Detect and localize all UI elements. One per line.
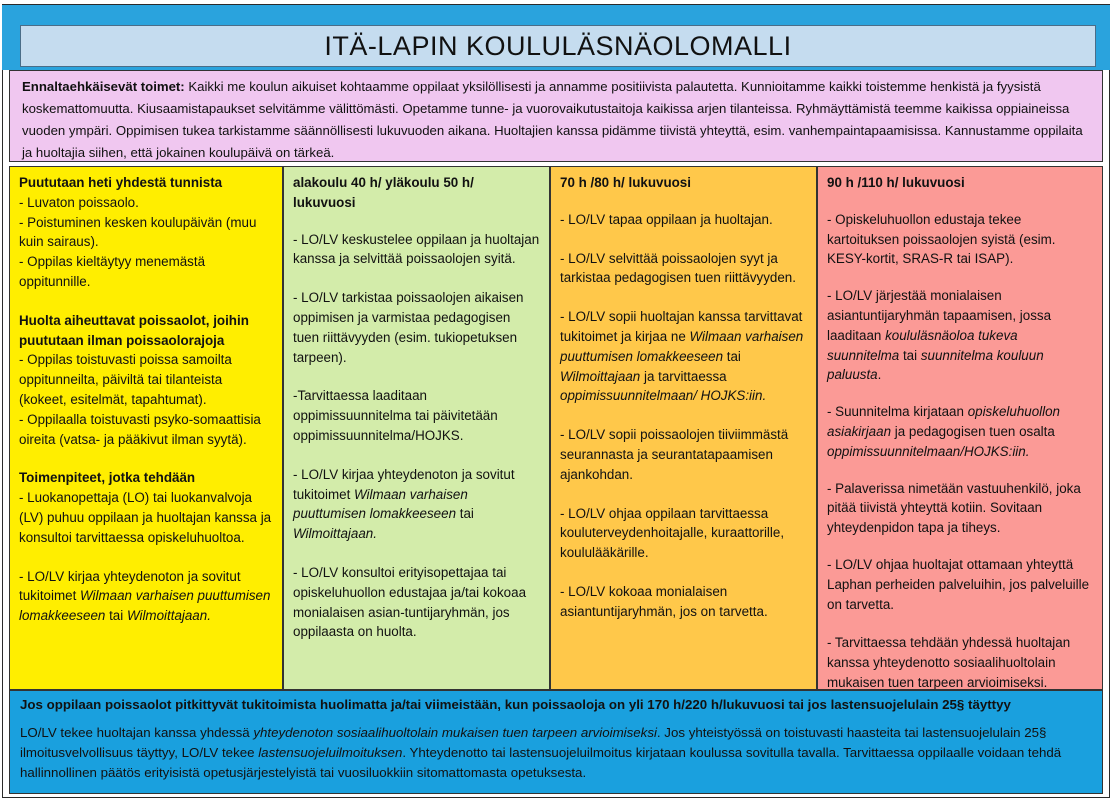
- column-immediate: [9, 166, 283, 690]
- list-item: - LO/LV kirjaa yhteydenoton ja sovitut tukitoimet Wilmaan varhaisen puuttumisen lomakkeeseen tai Wilmoittajaan.: [19, 568, 271, 624]
- list-item: - Oppilaalla toistuvasti psyko-somaattisia oireita (vatsa- ja pääkivut ilman syytä).: [19, 411, 261, 447]
- list-item: - Oppilas kieltäytyy menemästä oppitunnille.: [19, 254, 206, 289]
- escalation-heading: Jos oppilaan poissaolot pitkittyvät tukitoimista huolimatta ja/tai viimeistään, kun poissaoloja on yli 170 h/220 h/lukuvuosi tai jos lastensuojelulain 25§ täyttyy: [20, 697, 1011, 712]
- list-item: - LO/LV konsultoi erityisopettajaa tai opiskeluhuollon edustajaa ja/tai kokoaa monialaisen asian-tuntijaryhmän, jos oppilaasta on huolta.: [293, 564, 527, 640]
- escalation-text: LO/LV tekee huoltajan kanssa yhdessä yhteydenoton sosiaalihuoltolain mukaisen tuen tarpeen arvioimiseksi. Jos yhteistyössä on toistuvasti haasteita tai lastensuojelulain 25§ ilmoitusvelvollisuus täyttyy, LO/LV tekee lastensuojeluilmoituksen. Yhteydenotto tai lastensuojeluilmoitus kirjataan koulussa sovitulla tavalla. Tarvittaessa oppilaalle voidaan tehdä hallinnollinen päätös erityisistä opetusjärjestelyistä tai vuosiluokkiin sitomattomasta opetuksesta.: [20, 725, 1062, 780]
- list-item: - Palaverissa nimetään vastuuhenkilö, joka pitää tiivistä yhteyttä kotiin. Sovitaan yhteydenpidon tapa ja tiheys.: [827, 480, 1081, 536]
- escalation-box: [9, 690, 1103, 794]
- list-item: - Opiskeluhuollon edustaja tekee kartoituksen poissaolojen syistä (esim. KESY-kortit, SRAS-R tai ISAP).: [827, 211, 1056, 267]
- col4-heading: 90 h /110 h/ lukuvuosi: [827, 175, 965, 190]
- list-item: - LO/LV selvittää poissaolojen syyt ja tarkistaa pedagogisen tuen riittävyyden.: [560, 250, 796, 286]
- list-item: - Luokanopettaja (LO) tai luokanvalvoja (LV) puhuu oppilaan ja huoltajan kanssa ja konsultoi tarvittaessa opiskeluhuoltoa.: [19, 490, 272, 545]
- col1-heading-1: Puututaan heti yhdestä tunnista: [19, 175, 223, 190]
- list-item: -Tarvittaessa laaditaan oppimissuunnitelma tai päivitetään oppimissuunnitelma/HOJKS.: [293, 388, 498, 443]
- column-70-80h: [550, 166, 817, 690]
- list-item: - Poistuminen kesken koulupäivän (muu kuin sairaus).: [19, 214, 257, 250]
- col1-heading-3: Toimenpiteet, jotka tehdään: [19, 470, 196, 486]
- list-item: - LO/LV ohjaa huoltajat ottamaan yhteyttä Laphan perheiden palveluihin, jos palveluille on tarvetta.: [827, 556, 1090, 612]
- list-item: - LO/LV tapaa oppilaan ja huoltajan.: [560, 211, 773, 227]
- page-title: ITÄ-LAPIN KOULULÄSNÄOLOMALLI: [20, 25, 1096, 67]
- list-item: - LO/LV tarkistaa poissaolojen aikaisen oppimisen ja varmistaa pedagogisen tuen riittävyyden (esim. tukiopetuksen tarpeen).: [293, 290, 524, 365]
- list-item: - LO/LV ohjaa oppilaan tarvittaessa kouluterveydenhoitajalle, kuraattorille, koululääkärille.: [560, 505, 785, 561]
- list-item: - Tarvittaessa tehdään yhdessä huoltajan kanssa yhteydenotto sosiaalihuoltolain mukaisen tuen tarpeen arvioimiseksi.: [827, 635, 1071, 690]
- col1-heading-2: Huolta aiheuttavat poissaolot, joihin puututaan ilman poissaolorajoja: [19, 312, 249, 348]
- list-item: - LO/LV järjestää monialaisen asiantuntijaryhmän tapaamisen, jossa laaditaan koululäsnäoloa tukeva suunnitelma tai suunnitelma kouluun paluusta.: [827, 288, 1052, 383]
- list-item: - LO/LV sopii huoltajan kanssa tarvittavat tukitoimet ja kirjaa ne Wilmaan varhaisen puuttumisen lomakkeeseen tai Wilmoittajaan ja tarvittaessa oppimissuunnitelmaan/ HOJKS:iin.: [560, 309, 804, 404]
- preventive-actions-box: [9, 70, 1103, 162]
- list-item: - LO/LV kokoaa monialaisen asiantuntijaryhmän, jos on tarvetta.: [560, 583, 768, 619]
- list-item: - Oppilas toistuvasti poissa samoilta oppitunneilta, päiviltä tai tilanteista (kokeet, esitelmät, tapahtumat).: [19, 352, 232, 407]
- list-item: - Suunnitelma kirjataan opiskeluhuollon asiakirjaan ja pedagogisen tuen osalta oppimissuunnitelmaan/HOJKS:iin.: [827, 404, 1061, 459]
- list-item: - LO/LV kirjaa yhteydenoton ja sovitut tukitoimet Wilmaan varhaisen puuttumisen lomakkeeseen tai Wilmoittajaan.: [293, 466, 515, 542]
- col2-heading: alakoulu 40 h/ yläkoulu 50 h/ lukuvuosi: [293, 175, 474, 210]
- title-band: [2, 5, 1110, 70]
- col3-heading: 70 h /80 h/ lukuvuosi: [560, 175, 691, 190]
- list-item: - LO/LV sopii poissaolojen tiiviimmästä seurannasta ja seurantatapaamisen ajankohdan.: [560, 427, 789, 482]
- preventive-actions-label: Ennaltaehkäisevät toimet:: [22, 79, 185, 94]
- column-40-50h: [283, 166, 550, 690]
- list-item: - Luvaton poissaolo.: [19, 194, 139, 210]
- preventive-actions-text: Kaikki me koulun aikuiset kohtaamme oppilaat yksilöllisesti ja annamme positiivista palautetta. Kunnioitamme kaikki toistemme henkistä ja fyysistä koskemattomuutta. Kiusaamistapaukset selvitämme välittömästi. Opetamme tunne- ja vuorovaikutustaitoja kaikissa arjen tilanteissa. Ryhmäyttämistä teemme kaikissa oppiaineissa vuoden ympäri. Oppimisen tukea tarkistamme säännöllisesti lukuvuoden aikana. Huoltajien kanssa pidämme tiivistä yhteyttä, esim. vanhempaintapaamisissa. Kannustamme oppilaita ja huoltajia siihen, että jokainen koulupäivä on tärkeä.: [22, 79, 1083, 160]
- column-90-110h: [817, 166, 1103, 690]
- list-item: - LO/LV keskustelee oppilaan ja huoltajan kanssa ja selvittää poissaolojen syitä.: [293, 231, 540, 267]
